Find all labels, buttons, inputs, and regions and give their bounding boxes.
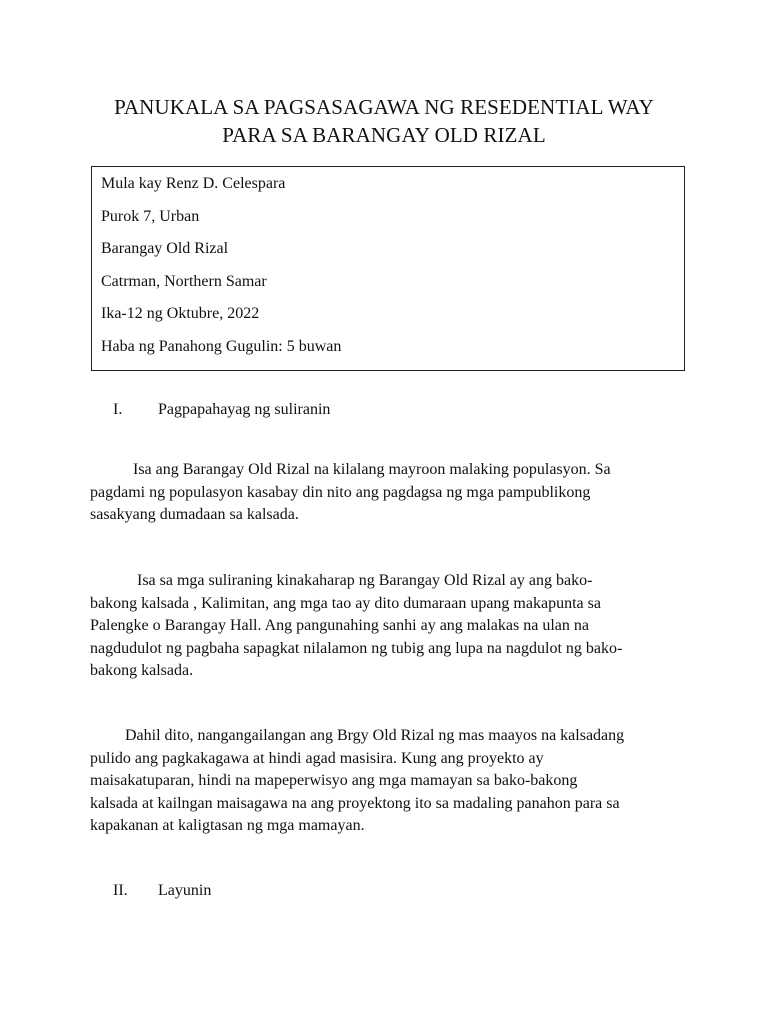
info-duration: Haba ng Panahong Gugulin: 5 buwan <box>101 338 342 355</box>
paragraph-1 <box>90 459 690 527</box>
info-purok: Purok 7, Urban <box>101 208 200 225</box>
paragraph-line: Palengke o Barangay Hall. Ang pangunahing sanhi ay ang malakas na ulan na <box>90 617 589 635</box>
section-title: Pagpapahayag ng suliranin <box>158 401 331 418</box>
info-date: Ika-12 ng Oktubre, 2022 <box>101 305 260 322</box>
section-title: Layunin <box>158 882 212 899</box>
paragraph-line: pagdami ng populasyon kasabay din nito ang pagdagsa ng mga pampublikong <box>90 483 591 501</box>
proposal-info-box <box>91 166 685 371</box>
section-number: II. <box>113 882 128 899</box>
paragraph-2 <box>90 570 690 683</box>
paragraph-line: kalsada at kailngan maisagawa na ang proyektong ito sa madaling panahon para sa <box>90 794 620 812</box>
paragraph-3 <box>90 725 690 838</box>
paragraph-line: sasakyang dumadaan sa kalsada. <box>90 506 299 524</box>
section-number: I. <box>113 401 123 418</box>
paragraph-line: Dahil dito, nangangailangan ang Brgy Old Rizal ng mas maayos na kalsadang <box>125 727 625 744</box>
document-title-line-2: PARA SA BARANGAY OLD RIZAL <box>222 123 546 147</box>
paragraph-line: kapakanan at kaligtasan ng mga mamayan. <box>90 817 365 835</box>
paragraph-line: bakong kalsada , Kalimitan, ang mga tao ay dito dumaraan upang makapunta sa <box>90 594 601 612</box>
info-author: Mula kay Renz D. Celespara <box>101 175 286 192</box>
paragraph-line: Isa ang Barangay Old Rizal na kilalang mayroon malaking populasyon. Sa <box>133 461 611 478</box>
paragraph-line: pulido ang pagkakagawa at hindi agad masisira. Kung ang proyekto ay <box>90 749 544 767</box>
info-municipality: Catrman, Northern Samar <box>101 273 267 290</box>
paragraph-line: maisakatuparan, hindi na mapeperwisyo ang mga mamayan sa bako-bakong <box>90 772 578 790</box>
paragraph-line: bakong kalsada. <box>90 662 194 680</box>
paragraph-line: nagdudulot ng pagbaha sapagkat nilalamon ng tubig ang lupa na nagdulot ng bako- <box>90 639 623 657</box>
paragraph-line: Isa sa mga suliraning kinakaharap ng Barangay Old Rizal ay ang bako- <box>137 572 593 589</box>
info-barangay: Barangay Old Rizal <box>101 240 229 257</box>
document-title-line-1: PANUKALA SA PAGSASAGAWA NG RESEDENTIAL WAY <box>114 95 654 119</box>
